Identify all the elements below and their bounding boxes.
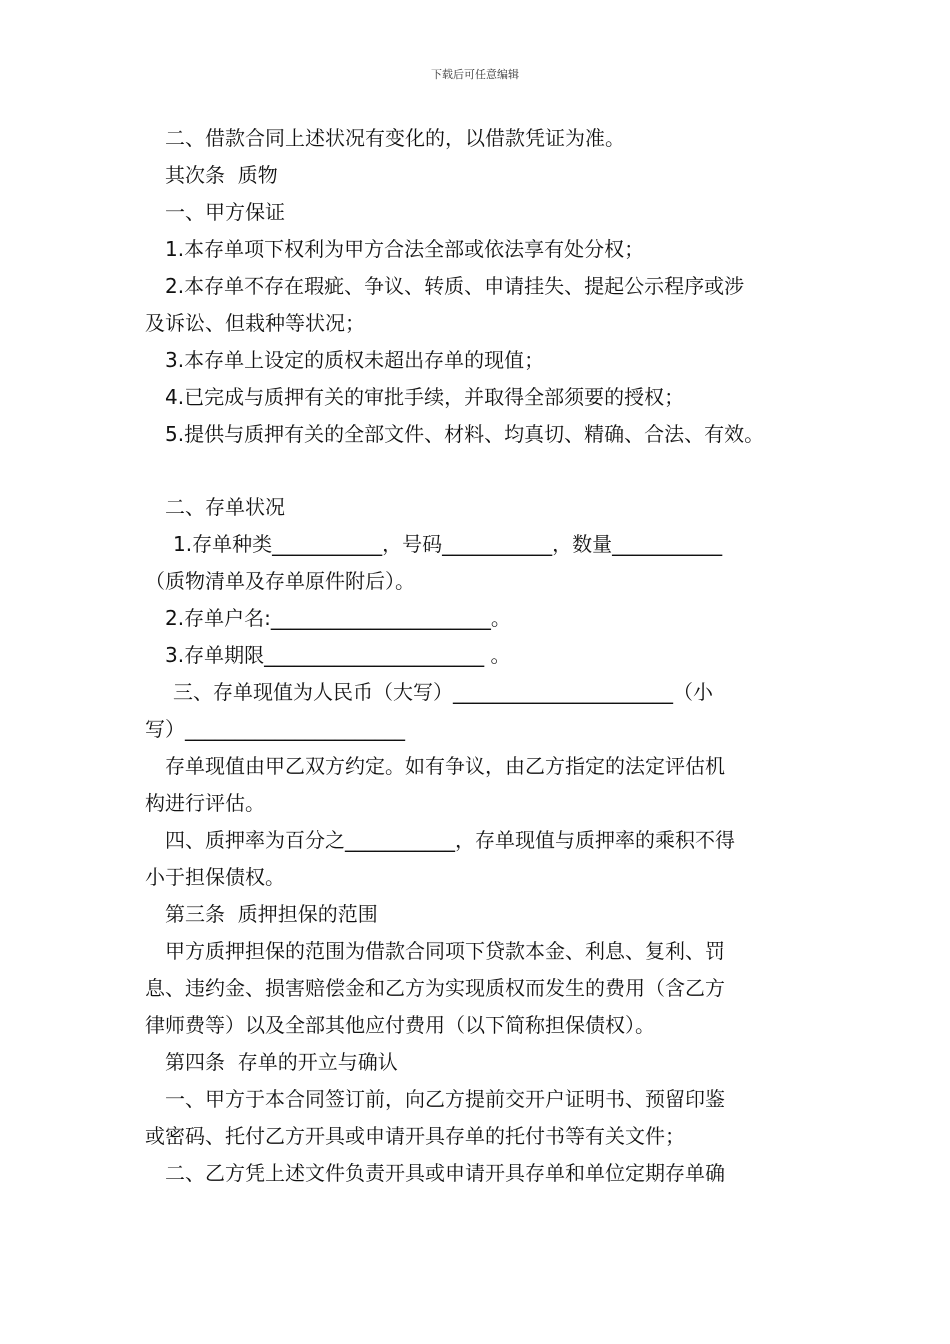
paragraph-line: （质物清单及存单原件附后）。: [145, 569, 415, 593]
fill-in-line: 三、存单现值为人民币（大写）______________________（小: [173, 680, 713, 704]
section-heading: 二、存单状况: [165, 495, 285, 519]
paragraph-line: 一、甲方于本合同签订前，向乙方提前交开户证明书、预留印鉴: [165, 1087, 725, 1111]
fill-in-line: 写）______________________: [145, 717, 405, 741]
paragraph-line: 息、违约金、损害赔偿金和乙方为实现质权而发生的费用（含乙方: [145, 976, 725, 1000]
fill-in-line: 四、质押率为百分之___________，存单现值与质押率的乘积不得: [165, 828, 735, 852]
fill-in-line: 1.存单种类___________，号码___________，数量___________: [173, 532, 723, 556]
paragraph-line: 二、乙方凭上述文件负责开具或申请开具存单和单位定期存单确: [165, 1161, 725, 1185]
fill-in-line: 2.存单户名:______________________。: [165, 606, 511, 630]
paragraph-line: 4.已完成与质押有关的审批手续，并取得全部须要的授权；: [165, 385, 685, 409]
article-heading: 第四条 存单的开立与确认: [165, 1050, 398, 1074]
paragraph-line: 律师费等）以及全部其他应付费用（以下简称担保债权）。: [145, 1013, 655, 1037]
document-body: [145, 120, 815, 1192]
paragraph-line: 1.本存单项下权利为甲方合法全部或依法享有处分权；: [165, 237, 645, 261]
paragraph-line: 存单现值由甲乙双方约定。如有争议，由乙方指定的法定评估机: [165, 754, 725, 778]
paragraph-line: 2.本存单不存在瑕疵、争议、转质、申请挂失、提起公示程序或涉: [165, 274, 745, 298]
fill-in-line: 3.存单期限______________________ 。: [165, 643, 511, 667]
paragraph-line: 或密码、托付乙方开具或申请开具存单的托付书等有关文件；: [145, 1124, 685, 1148]
section-heading: 一、甲方保证: [165, 200, 285, 224]
blank-line: [145, 453, 815, 489]
article-heading: 第三条 质押担保的范围: [165, 902, 378, 926]
paragraph-line: 甲方质押担保的范围为借款合同项下贷款本金、利息、复利、罚: [165, 939, 725, 963]
paragraph-line: 3.本存单上设定的质权未超出存单的现值；: [165, 348, 545, 372]
page-header: 下载后可任意编辑: [431, 68, 519, 81]
paragraph-line: 及诉讼、但栽种等状况；: [145, 311, 365, 335]
paragraph-line: 构进行评估。: [145, 791, 265, 815]
paragraph-line: 小于担保债权。: [145, 865, 285, 889]
article-heading: 其次条 质物: [165, 163, 278, 187]
paragraph-line: 5.提供与质押有关的全部文件、材料、均真切、精确、合法、有效。: [165, 422, 765, 446]
paragraph-line: 二、借款合同上述状况有变化的，以借款凭证为准。: [165, 126, 625, 150]
